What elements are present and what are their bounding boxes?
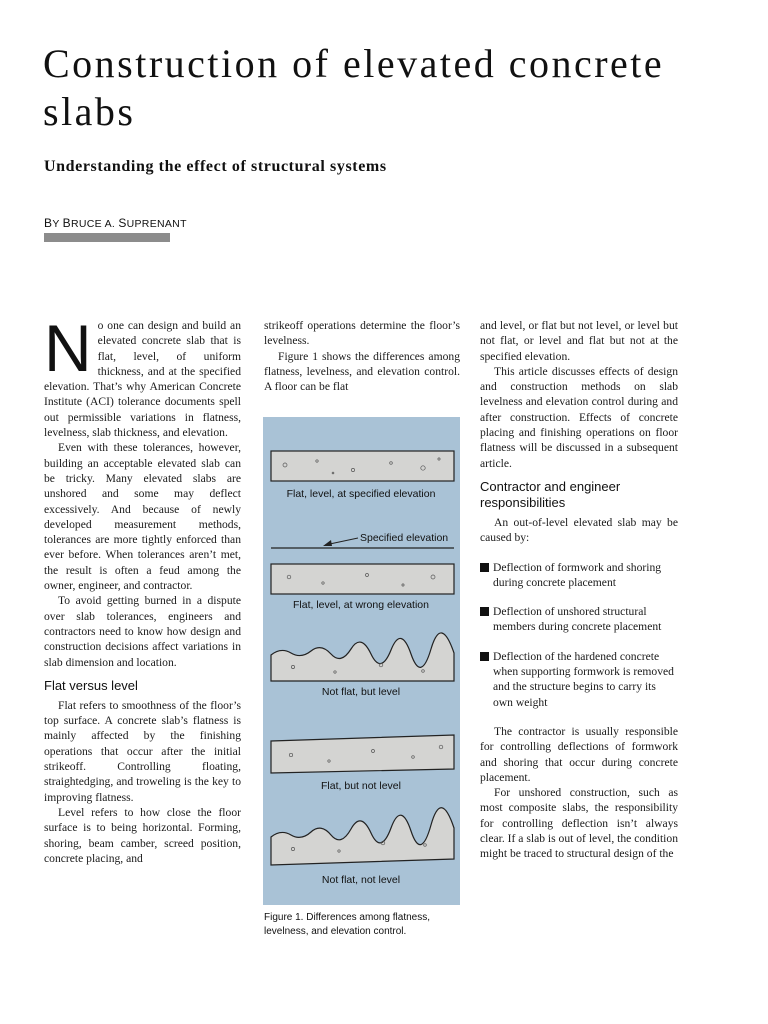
byline-letter: B	[44, 216, 53, 230]
paragraph	[44, 311, 241, 440]
paragraph: Even with these tolerances, however, building an acceptable elevated slab can be tricky. Many elevated slabs are unshored and some may deflect excessively. And because of newly developed measurement methods, tolerances are more tightly enforced than ever before. When tolerances aren’t met, the result is often a feud among the owner, engineer, and contractor.	[44, 441, 241, 593]
byline-letter: S	[118, 216, 127, 230]
paragraph: and level, or flat but not level, or level but not flat, or level and flat but not at the specified elevation.	[480, 319, 678, 363]
bullet-item	[480, 560, 678, 591]
figure-diagram	[263, 417, 460, 905]
section-heading: Flat versus level	[44, 677, 138, 693]
paragraph: For unshored construction, such as most composite slabs, the responsibility for controlling deflection isn’t always clear. If a slab is out of level, the condition might be traced to structural design of the	[480, 786, 678, 861]
section-heading: Contractor and engineer responsibilities	[480, 478, 621, 510]
paragraph: Level refers to how close the floor surface is to being horizontal. Forming, shoring, beam camber, screed position, concrete placing, and	[44, 805, 241, 865]
byline-letter: B	[62, 216, 71, 230]
slab-not-flat-level	[271, 633, 454, 681]
arrow-head	[323, 540, 332, 546]
figure-label: Not flat, not level	[321, 874, 401, 886]
paragraph-text: o one can design and build an elevated concrete slab that is flat, level, of uniform thickness, and at the specified elevation. That’s why American Concrete Institute (ACI) tolerance documents spell out permissible variations in flatness, levelness, slab thickness, and elevation.	[44, 319, 241, 440]
paragraph: The contractor is usually responsible for controlling deflections of formwork and shoring that occur during concrete placement.	[480, 724, 678, 784]
bullet-text: Deflection of the hardened concrete when supporting formwork is removed and the structure begins to carry its own weight	[493, 649, 674, 709]
drop-cap: N	[44, 311, 92, 385]
slab-flat-not-level	[271, 735, 454, 773]
column-2	[264, 318, 460, 394]
bullet-square-icon	[480, 607, 489, 616]
bullet-square-icon	[480, 652, 489, 661]
byline-letter: RUCE	[70, 218, 102, 230]
paragraph: strikeoff operations determine the floor’s levelness.	[264, 319, 460, 348]
figure-label: Not flat, but level	[321, 686, 401, 698]
paragraph: Flat refers to smoothness of the floor’s top surface. A concrete slab’s flatness is mainly affected by the finishing operations that occur after the initial strikeoff. Controlling floating, straightedging, and troweling is the key to improving flatness.	[44, 698, 241, 804]
slab-flat-level-specified	[271, 451, 454, 481]
paragraph: To avoid getting burned in a dispute over slab tolerances, engineers and contractors need to know how design and construction decisions affect variations in slab dimension and location.	[44, 594, 241, 669]
byline-letter: Y	[52, 218, 60, 230]
paragraph: An out-of-level elevated slab may be caused by:	[480, 515, 678, 545]
paragraph: Figure 1 shows the differences among flatness, levelness, and elevation control. A floor can be flat	[264, 349, 460, 394]
byline-letter: UPRENANT	[126, 218, 187, 230]
paragraph: This article discusses effects of design and construction methods on slab levelness and elevation control during and after construction. Effects of concrete placing and finishing operations on floor flatness will be discussed in a subsequent article.	[480, 364, 678, 470]
bullet-item	[480, 649, 678, 710]
bullet-square-icon	[480, 563, 489, 572]
figure-label: Flat, level, at specified elevation	[286, 488, 436, 500]
article-subtitle: Understanding the effect of structural systems	[44, 158, 387, 175]
byline	[44, 216, 187, 230]
article-title: Construction of elevated concrete slabs	[43, 41, 665, 134]
figure-1	[263, 417, 460, 905]
column-1	[44, 311, 241, 866]
figure-label: Flat, but not level	[321, 780, 401, 792]
figure-label: Flat, level, at wrong elevation	[293, 599, 429, 611]
byline-rule	[44, 233, 170, 242]
slab-flat-level-wrong	[271, 564, 454, 594]
bullet-text: Deflection of unshored structural members during concrete placement	[493, 605, 662, 634]
figure-label: Specified elevation	[360, 532, 449, 544]
figure-caption: Figure 1. Differences among flatness, levelness, and elevation control.	[264, 912, 431, 937]
bullet-text: Deflection of formwork and shoring during concrete placement	[493, 560, 662, 589]
slab-not-flat-not-level	[271, 808, 454, 865]
column-3	[480, 318, 678, 862]
bullet-item	[480, 604, 678, 635]
byline-letter: A.	[104, 218, 116, 230]
